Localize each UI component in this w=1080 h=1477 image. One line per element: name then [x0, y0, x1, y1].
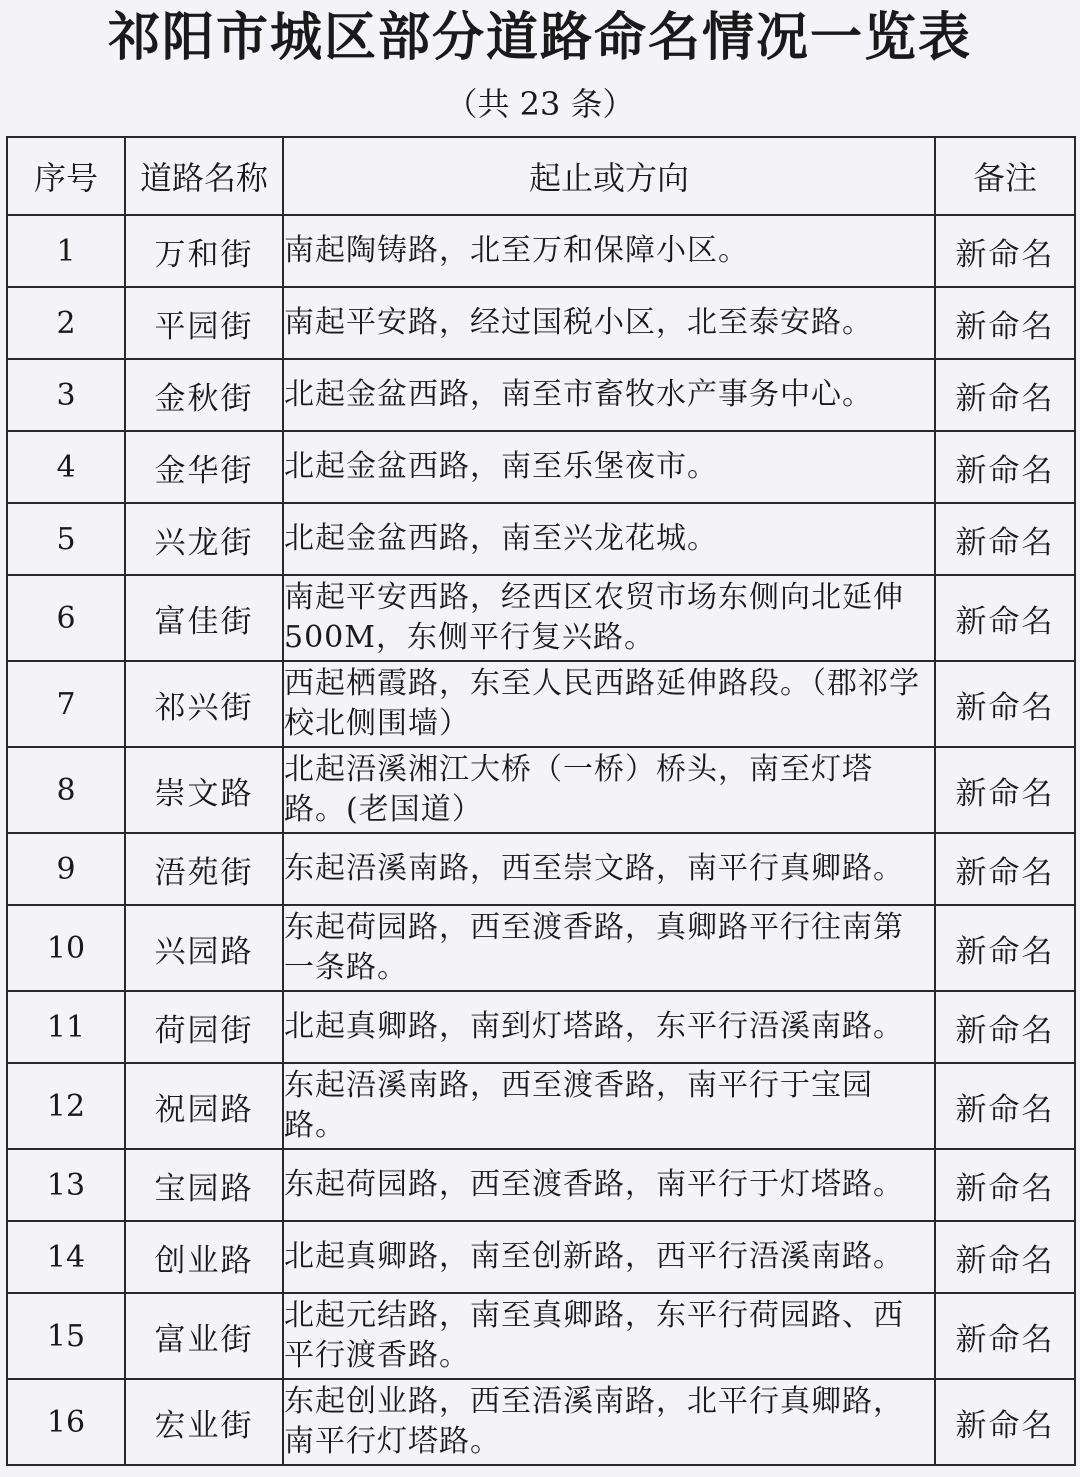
road-name: 宏业街 — [125, 1379, 283, 1465]
table-row — [7, 747, 1075, 833]
road-note: 新命名 — [935, 575, 1075, 661]
road-direction: 北起金盆西路，南至市畜牧水产事务中心。 — [283, 359, 935, 431]
road-direction: 西起栖霞路，东至人民西路延伸路段。（郡祁学校北侧围墙） — [283, 661, 935, 747]
row-number: 11 — [7, 991, 125, 1063]
road-direction: 北起金盆西路，南至兴龙花城。 — [283, 503, 935, 575]
road-name: 崇文路 — [125, 747, 283, 833]
row-number: 1 — [7, 215, 125, 287]
road-note: 新命名 — [935, 905, 1075, 991]
row-number: 8 — [7, 747, 125, 833]
table-row — [7, 1149, 1075, 1221]
road-direction: 南起平安西路，经西区农贸市场东侧向北延伸 500M，东侧平行复兴路。 — [283, 575, 935, 661]
road-name: 创业路 — [125, 1221, 283, 1293]
road-direction: 北起浯溪湘江大桥（一桥）桥头，南至灯塔路。(老国道） — [283, 747, 935, 833]
row-number: 7 — [7, 661, 125, 747]
road-note: 新命名 — [935, 747, 1075, 833]
road-note: 新命名 — [935, 991, 1075, 1063]
document-subtitle: （共 23 条） — [445, 85, 635, 123]
road-direction: 东起浯溪南路，西至渡香路，南平行于宝园路。 — [283, 1063, 935, 1149]
road-name: 祁兴街 — [125, 661, 283, 747]
row-number: 4 — [7, 431, 125, 503]
road-name: 浯苑街 — [125, 833, 283, 905]
table-row — [7, 575, 1075, 661]
road-direction: 南起平安路，经过国税小区，北至泰安路。 — [283, 287, 935, 359]
table-row — [7, 1063, 1075, 1149]
road-note: 新命名 — [935, 1379, 1075, 1465]
road-direction: 北起真卿路，南至创新路，西平行浯溪南路。 — [283, 1221, 935, 1293]
header-road-name: 道路名称 — [125, 137, 283, 215]
road-name: 富业街 — [125, 1293, 283, 1379]
row-number: 14 — [7, 1221, 125, 1293]
header-note: 备注 — [935, 137, 1075, 215]
road-name: 金秋街 — [125, 359, 283, 431]
road-name: 宝园路 — [125, 1149, 283, 1221]
header-direction: 起止或方向 — [283, 137, 935, 215]
row-number: 3 — [7, 359, 125, 431]
table-row — [7, 833, 1075, 905]
road-name: 富佳街 — [125, 575, 283, 661]
table-header-row — [7, 137, 1075, 215]
road-name: 金华街 — [125, 431, 283, 503]
road-direction: 东起荷园路，西至渡香路，南平行于灯塔路。 — [283, 1149, 935, 1221]
road-direction: 北起真卿路，南到灯塔路，东平行浯溪南路。 — [283, 991, 935, 1063]
table-row — [7, 503, 1075, 575]
road-name: 万和街 — [125, 215, 283, 287]
road-note: 新命名 — [935, 1149, 1075, 1221]
row-number: 9 — [7, 833, 125, 905]
document-title: 祁阳市城区部分道路命名情况一览表 — [107, 8, 972, 68]
table-row — [7, 359, 1075, 431]
road-direction: 东起荷园路，西至渡香路，真卿路平行往南第一条路。 — [283, 905, 935, 991]
road-name: 兴园路 — [125, 905, 283, 991]
road-direction: 北起元结路，南至真卿路，东平行荷园路、西平行渡香路。 — [283, 1293, 935, 1379]
road-note: 新命名 — [935, 431, 1075, 503]
road-note: 新命名 — [935, 1221, 1075, 1293]
table-row — [7, 1221, 1075, 1293]
row-number: 10 — [7, 905, 125, 991]
table-row — [7, 1293, 1075, 1379]
row-number: 16 — [7, 1379, 125, 1465]
road-name: 兴龙街 — [125, 503, 283, 575]
row-number: 6 — [7, 575, 125, 661]
table-row — [7, 661, 1075, 747]
table-row — [7, 215, 1075, 287]
table-row — [7, 431, 1075, 503]
road-note: 新命名 — [935, 503, 1075, 575]
road-name: 平园街 — [125, 287, 283, 359]
road-naming-table — [6, 136, 1076, 1466]
row-number: 13 — [7, 1149, 125, 1221]
header-serial-number: 序号 — [7, 137, 125, 215]
road-direction: 北起金盆西路，南至乐堡夜市。 — [283, 431, 935, 503]
road-note: 新命名 — [935, 1293, 1075, 1379]
table-row — [7, 991, 1075, 1063]
row-number: 2 — [7, 287, 125, 359]
road-direction: 南起陶铸路，北至万和保障小区。 — [283, 215, 935, 287]
table-row — [7, 287, 1075, 359]
road-name: 祝园路 — [125, 1063, 283, 1149]
road-direction: 东起创业路，西至浯溪南路，北平行真卿路，南平行灯塔路。 — [283, 1379, 935, 1465]
road-note: 新命名 — [935, 287, 1075, 359]
road-note: 新命名 — [935, 215, 1075, 287]
road-name: 荷园街 — [125, 991, 283, 1063]
table-row — [7, 1379, 1075, 1465]
row-number: 12 — [7, 1063, 125, 1149]
row-number: 15 — [7, 1293, 125, 1379]
road-note: 新命名 — [935, 661, 1075, 747]
road-direction: 东起浯溪南路，西至崇文路，南平行真卿路。 — [283, 833, 935, 905]
road-note: 新命名 — [935, 359, 1075, 431]
row-number: 5 — [7, 503, 125, 575]
road-note: 新命名 — [935, 1063, 1075, 1149]
table-row — [7, 905, 1075, 991]
road-note: 新命名 — [935, 833, 1075, 905]
